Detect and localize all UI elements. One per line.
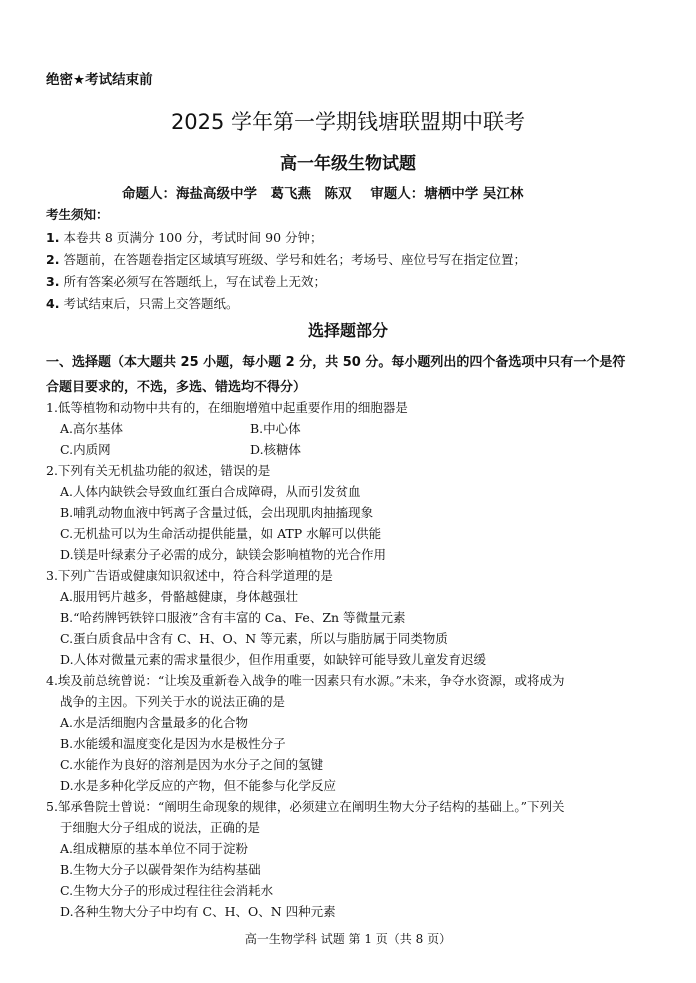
setter-credit: 命题人：海盐高级中学 葛飞燕 陈双 — [122, 186, 352, 202]
page-footer: 高一生物学科 试题 第 1 页（共 8 页） — [244, 932, 452, 946]
option-a: A.水是活细胞内含量最多的化合物 — [60, 715, 249, 730]
option-a: A.服用钙片越多，骨骼越健康，身体越强壮 — [60, 589, 299, 604]
option-d: D.核糖体 — [250, 442, 302, 457]
secret-label: 绝密★考试结束前 — [46, 72, 153, 88]
option-a: A.人体内缺铁会导致血红蛋白合成障碍，从而引发贫血 — [60, 484, 361, 499]
question-list — [46, 397, 656, 922]
notice-item — [46, 249, 526, 271]
option-b: B.中心体 — [250, 421, 301, 436]
instructions-line-1: 一、选择题（本大题共 25 小题，每小题 2 分，共 50 分。每小题列出的四个备选项中只有一个是符 — [46, 355, 626, 370]
option-b: B.生物大分子以碳骨架作为结构基础 — [60, 862, 261, 877]
section-instructions — [46, 350, 656, 400]
notice-heading: 考生须知： — [46, 207, 109, 222]
notice-item — [46, 227, 526, 249]
notice-text: 答题前，在答题卷指定区域填写班级、学号和姓名；考场号、座位号写在指定位置； — [63, 252, 526, 267]
section-title: 选择题部分 — [307, 321, 388, 340]
notice-item — [46, 293, 526, 315]
option-b: B.哺乳动物血液中钙离子含量过低，会出现肌肉抽搐现象 — [60, 505, 374, 520]
question-5-stem-cont: 于细胞大分子组成的说法，正确的是 — [60, 820, 261, 835]
instructions-line-2: 合题目要求的，不选，多选、错选均不得分） — [46, 380, 307, 395]
option-a: A.组成糖原的基本单位不同于淀粉 — [60, 841, 249, 856]
option-b: B.“哈药牌钙铁锌口服液”含有丰富的 Ca、Fe、Zn 等微量元素 — [60, 610, 406, 625]
question-4-stem-cont: 战争的主因。下列关于水的说法正确的是 — [60, 694, 286, 709]
option-c: C.蛋白质食品中含有 C、H、O、N 等元素，所以与脂肪属于同类物质 — [60, 631, 448, 646]
option-d: D.人体对微量元素的需求量很少，但作用重要，如缺锌可能导致儿童发育迟缓 — [60, 652, 487, 667]
option-c: C.生物大分子的形成过程往往会消耗水 — [60, 883, 274, 898]
question-1-stem: 1.低等植物和动物中共有的，在细胞增殖中起重要作用的细胞器是 — [46, 400, 408, 415]
notice-num: 4. — [46, 296, 60, 311]
notice-list — [46, 227, 526, 315]
option-b: B.水能缓和温度变化是因为水是极性分子 — [60, 736, 286, 751]
question-5-stem: 5.邹承鲁院士曾说：“阐明生命现象的规律，必须建立在阐明生物大分子结构的基础上。”下列关 — [46, 799, 565, 814]
option-d: D.镁是叶绿素分子必需的成分，缺镁会影响植物的光合作用 — [60, 547, 387, 562]
notice-text: 考试结束后，只需上交答题纸。 — [63, 296, 239, 311]
option-c: C.水能作为良好的溶剂是因为水分子之间的氢键 — [60, 757, 324, 772]
option-d: D.各种生物大分子中均有 C、H、O、N 四种元素 — [60, 904, 336, 919]
notice-num: 1. — [46, 230, 60, 245]
exam-subtitle: 高一年级生物试题 — [280, 154, 416, 174]
exam-title: 2025 学年第一学期钱塘联盟期中联考 — [170, 110, 526, 134]
notice-num: 2. — [46, 252, 60, 267]
question-1-options-row-1 — [46, 418, 656, 439]
question-4-stem: 4.埃及前总统曾说：“让埃及重新卷入战争的唯一因素只有水源。”未来，争夺水资源，或将成为 — [46, 673, 565, 688]
reviewer-credit: 审题人：塘栖中学 吴江林 — [370, 186, 524, 202]
question-1-options-row-2 — [46, 439, 656, 460]
option-c: C.无机盐可以为生命活动提供能量，如 ATP 水解可以供能 — [60, 526, 382, 541]
notice-num: 3. — [46, 274, 60, 289]
notice-text: 所有答案必须写在答题纸上，写在试卷上无效； — [63, 274, 326, 289]
option-c: C.内质网 — [60, 442, 111, 457]
question-2-stem: 2.下列有关无机盐功能的叙述，错误的是 — [46, 463, 271, 478]
option-a: A.高尔基体 — [60, 421, 124, 436]
question-3-stem: 3.下列广告语或健康知识叙述中，符合科学道理的是 — [46, 568, 333, 583]
notice-item — [46, 271, 526, 293]
option-d: D.水是多种化学反应的产物，但不能参与化学反应 — [60, 778, 337, 793]
authors-line — [122, 182, 537, 202]
notice-text: 本卷共 8 页满分 100 分，考试时间 90 分钟； — [63, 230, 323, 245]
